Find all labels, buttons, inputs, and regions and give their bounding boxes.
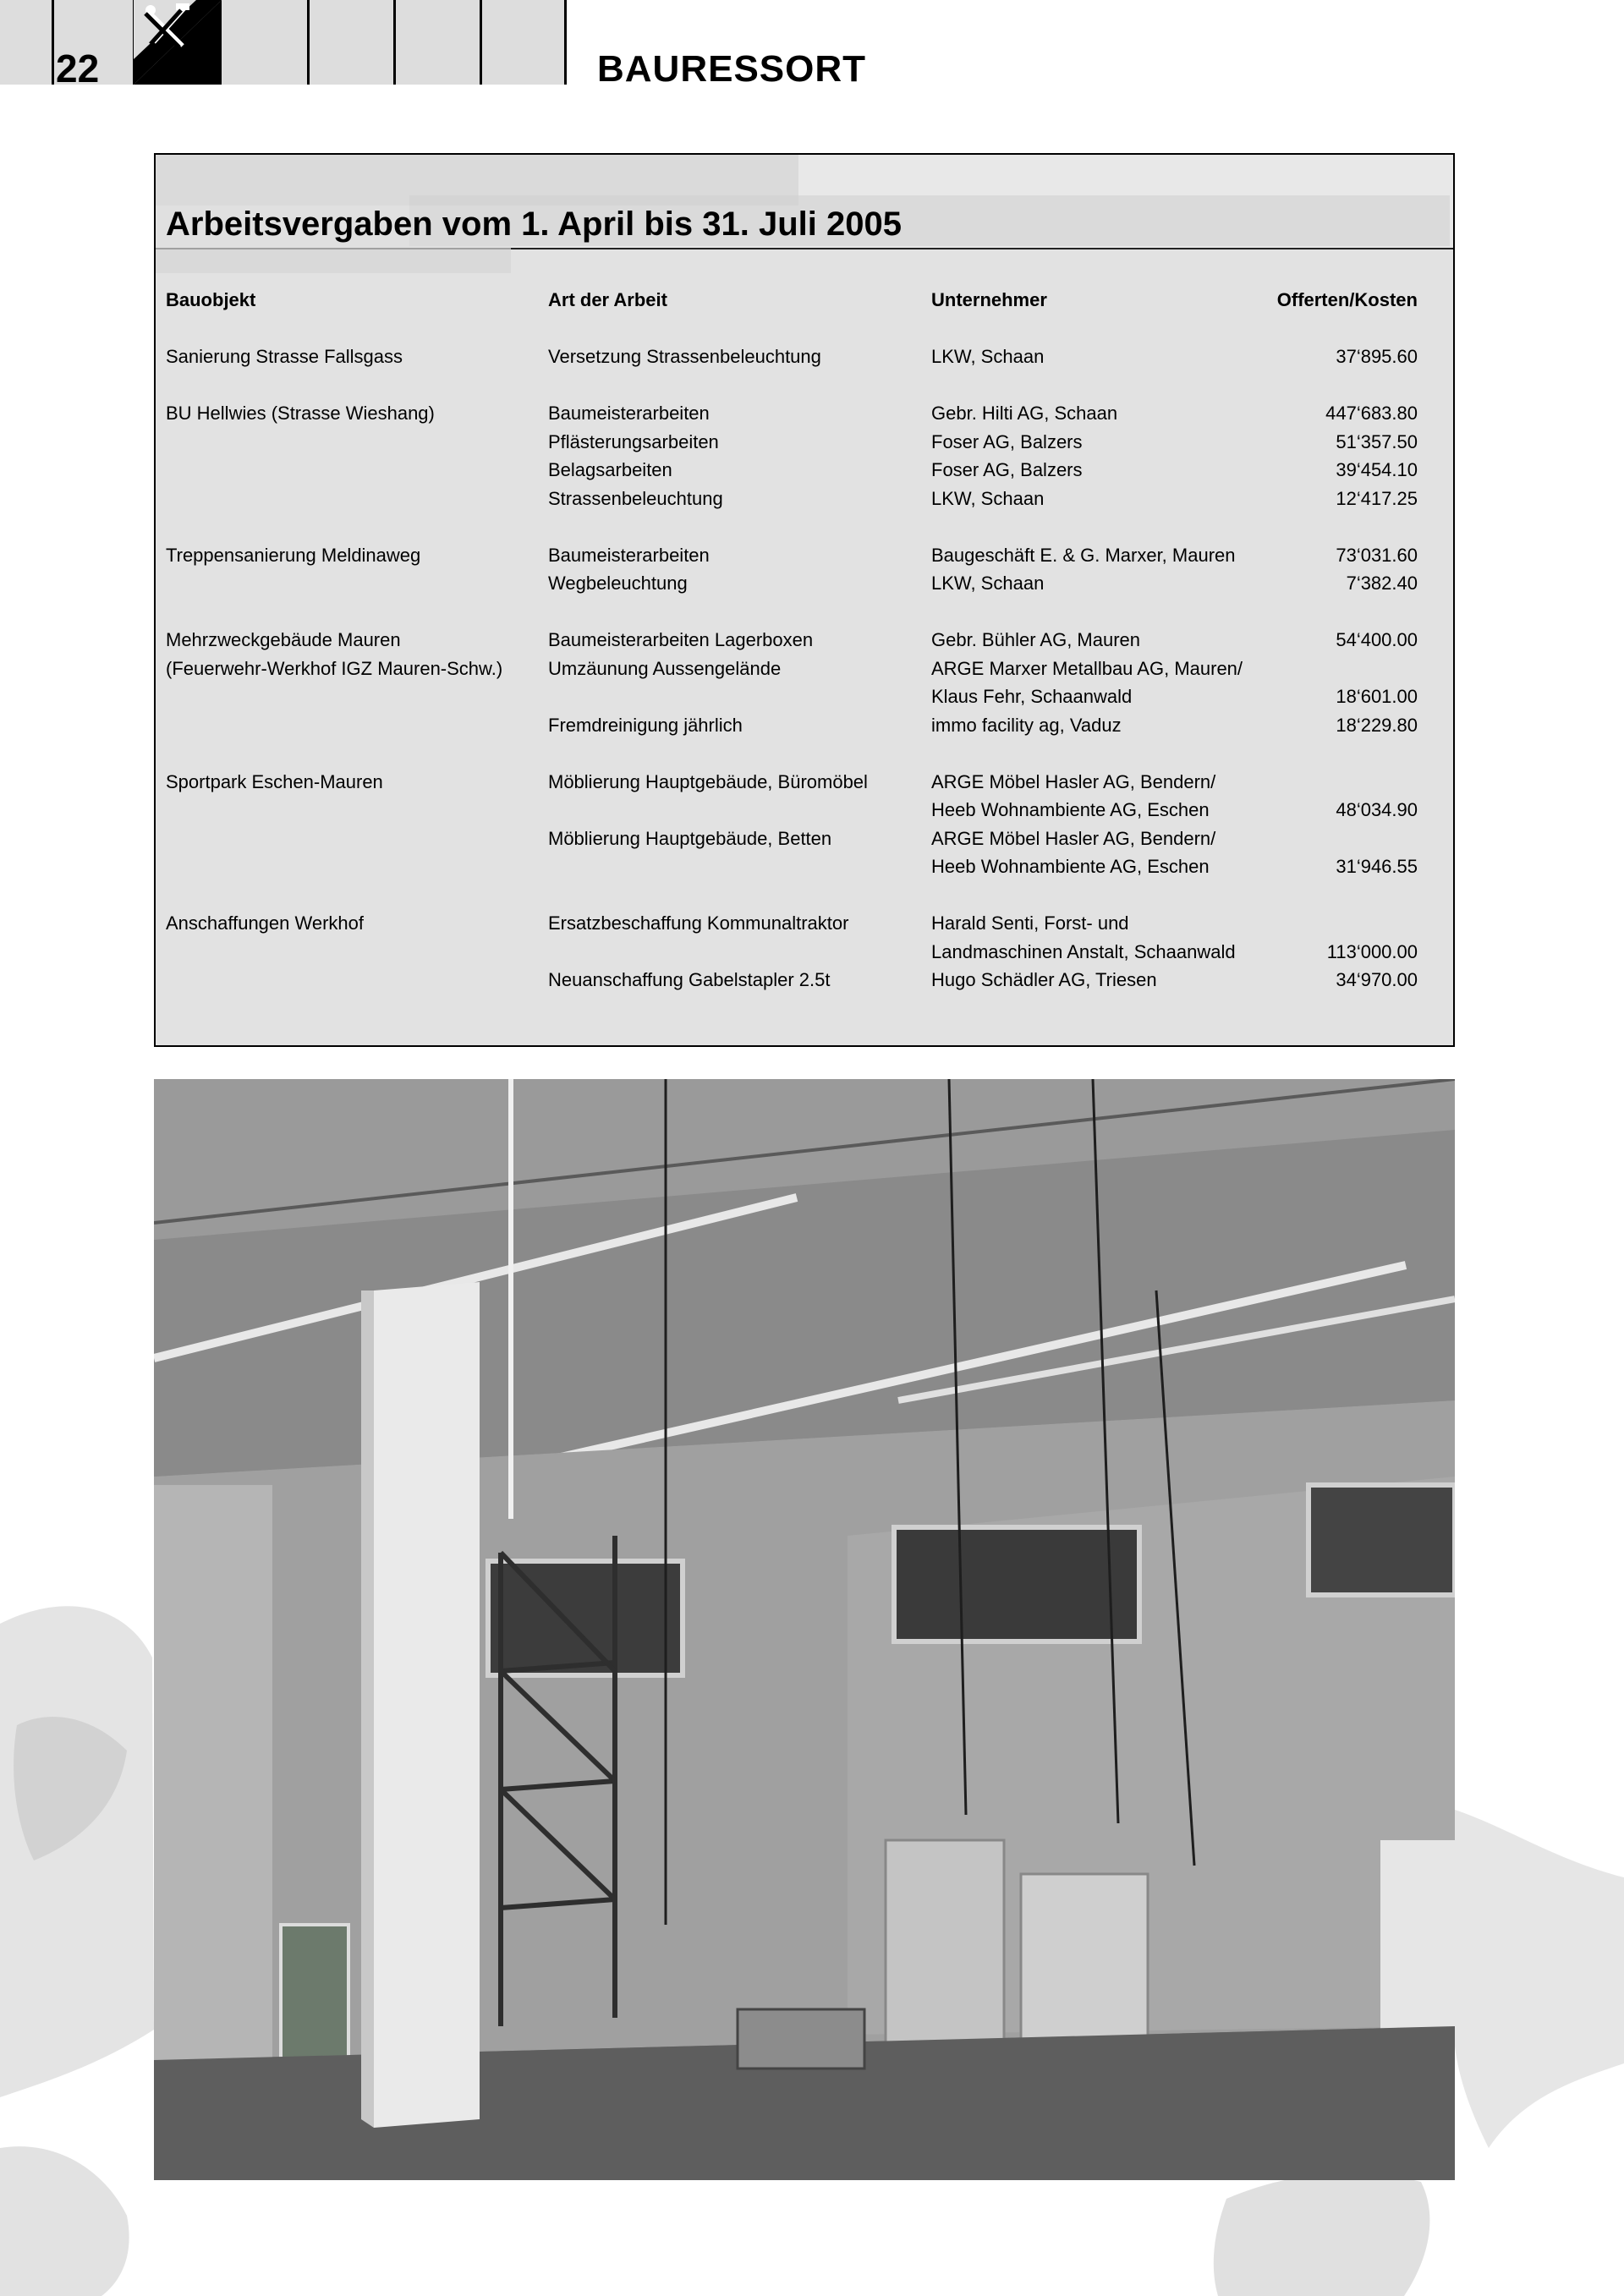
table-row (166, 682, 1418, 711)
cell-unternehmer: Klaus Fehr, Schaanwald (931, 686, 1133, 707)
table-row (166, 456, 1418, 485)
cell-unternehmer: ARGE Möbel Hasler AG, Bendern/ (931, 827, 1216, 849)
cell-art: Baumeisterarbeiten (548, 544, 710, 566)
column-header-bauobjekt: Bauobjekt (166, 289, 256, 310)
cell-unternehmer: Gebr. Bühler AG, Mauren (931, 629, 1141, 650)
cell-kosten: 447‘683.80 (1325, 403, 1418, 424)
cell-unternehmer: Hugo Schädler AG, Triesen (931, 969, 1157, 990)
cell-bauobjekt: Mehrzweckgebäude Mauren (166, 629, 401, 650)
cell-unternehmer: LKW, Schaan (931, 346, 1045, 367)
cell-art: Baumeisterarbeiten (548, 403, 710, 424)
contracts-table (166, 286, 1418, 995)
side-wall (154, 1485, 272, 2128)
window (1309, 1485, 1455, 1595)
contracts-table-box (154, 153, 1455, 1047)
table-row (166, 966, 1418, 995)
contracts-table-header (156, 155, 1453, 249)
table-row (166, 711, 1418, 740)
column-header-unternehmer: Unternehmer (931, 289, 1047, 310)
cell-unternehmer: LKW, Schaan (931, 573, 1045, 594)
page-header-band (0, 0, 567, 90)
cell-kosten: 48‘034.90 (1336, 799, 1418, 820)
table-row (166, 852, 1418, 881)
cell-kosten: 113‘000.00 (1326, 940, 1418, 962)
cell-kosten: 39‘454.10 (1336, 459, 1418, 480)
header-cell (222, 0, 310, 85)
cell-bauobjekt: Sanierung Strasse Fallsgass (166, 346, 403, 367)
cell-art: Belagsarbeiten (548, 459, 672, 480)
table-row (166, 569, 1418, 598)
crossed-tools-icon (134, 0, 222, 85)
cell-unternehmer: LKW, Schaan (931, 487, 1045, 509)
table-row (166, 541, 1418, 570)
table-row (166, 909, 1418, 938)
header-cell (396, 0, 482, 85)
table-row (166, 626, 1418, 655)
cell-kosten: 12‘417.25 (1336, 487, 1418, 509)
cell-art: Pflästerungsarbeiten (548, 430, 719, 452)
header-cell (0, 0, 54, 85)
header-cell (310, 0, 396, 85)
cell-unternehmer: ARGE Möbel Hasler AG, Bendern/ (931, 770, 1216, 792)
cell-unternehmer: Gebr. Hilti AG, Schaan (931, 403, 1118, 424)
cell-art: Umzäunung Aussengelände (548, 657, 782, 679)
table-row (166, 655, 1418, 683)
header-cell (482, 0, 567, 85)
interior-hall-photo (154, 1079, 1455, 2180)
page-number: 22 (56, 47, 100, 90)
cabinet (1021, 1874, 1148, 2043)
table-row (166, 825, 1418, 853)
cell-kosten: 18‘229.80 (1336, 714, 1418, 736)
cell-bauobjekt: BU Hellwies (Strasse Wieshang) (166, 403, 435, 424)
table-row (166, 342, 1418, 371)
cell-art: Baumeisterarbeiten Lagerboxen (548, 629, 814, 650)
cell-kosten: 37‘895.60 (1336, 346, 1418, 367)
column-header-art: Art der Arbeit (548, 289, 667, 310)
table-row (166, 399, 1418, 428)
cell-kosten: 73‘031.60 (1336, 544, 1418, 566)
table-row (166, 768, 1418, 797)
cell-art: Fremdreinigung jährlich (548, 714, 743, 736)
cell-kosten: 31‘946.55 (1336, 856, 1418, 877)
cell-bauobjekt: Sportpark Eschen-Mauren (166, 770, 383, 792)
cell-kosten: 51‘357.50 (1336, 430, 1418, 452)
cell-unternehmer: Foser AG, Balzers (931, 459, 1083, 480)
cell-art: Versetzung Strassenbeleuchtung (548, 346, 821, 367)
cell-unternehmer: Landmaschinen Anstalt, Schaanwald (931, 940, 1236, 962)
cell-bauobjekt: (Feuerwehr-Werkhof IGZ Mauren-Schw.) (166, 657, 503, 679)
cell-art: Neuanschaffung Gabelstapler 2.5t (548, 969, 831, 990)
table-row (166, 485, 1418, 513)
cell-bauobjekt: Anschaffungen Werkhof (166, 912, 365, 934)
table-row (166, 428, 1418, 457)
open-doorway (1380, 1840, 1455, 2035)
cell-kosten: 54‘400.00 (1336, 629, 1418, 650)
cell-art: Möblierung Hauptgebäude, Betten (548, 827, 832, 849)
cell-unternehmer: Foser AG, Balzers (931, 430, 1083, 452)
cell-art: Strassenbeleuchtung (548, 487, 723, 509)
table-row (166, 796, 1418, 825)
section-title: BAURESSORT (597, 48, 867, 90)
table-header-row (166, 286, 1418, 315)
cell-unternehmer: Harald Senti, Forst- und (931, 912, 1129, 934)
box (738, 2009, 864, 2069)
contracts-title: Arbeitsvergaben vom 1. April bis 31. Juli 2005 (166, 205, 902, 243)
hall-illustration (154, 1079, 1455, 2180)
window (894, 1527, 1139, 1641)
cell-unternehmer: Baugeschäft E. & G. Marxer, Mauren (931, 544, 1236, 566)
cell-bauobjekt: Treppensanierung Meldinaweg (166, 544, 421, 566)
stone-texture (156, 248, 511, 273)
cell-kosten: 7‘382.40 (1346, 573, 1418, 594)
window (488, 1561, 683, 1675)
cell-art: Möblierung Hauptgebäude, Büromöbel (548, 770, 868, 792)
cell-art: Ersatzbeschaffung Kommunaltraktor (548, 912, 849, 934)
back-door (886, 1840, 1004, 2052)
cell-kosten: 34‘970.00 (1336, 969, 1418, 990)
column-header-kosten: Offerten/Kosten (1276, 289, 1418, 310)
cell-unternehmer: Heeb Wohnambiente AG, Eschen (931, 799, 1210, 820)
table-row (166, 938, 1418, 967)
cell-kosten: 18‘601.00 (1336, 686, 1418, 707)
cell-unternehmer: Heeb Wohnambiente AG, Eschen (931, 856, 1210, 877)
cell-unternehmer: immo facility ag, Vaduz (931, 714, 1122, 736)
cell-art: Wegbeleuchtung (548, 573, 688, 594)
cell-unternehmer: ARGE Marxer Metallbau AG, Mauren/ (931, 657, 1243, 679)
concrete-column (374, 1282, 480, 2128)
